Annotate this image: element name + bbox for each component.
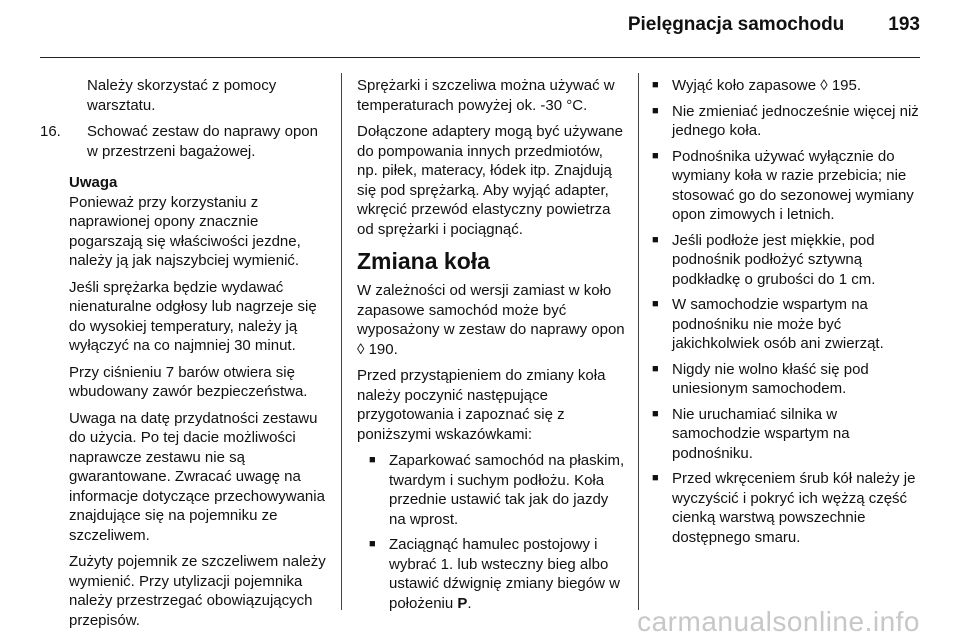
paragraph: Sprężarki i szczeliwa można używać w temperaturach powyżej ok. -30 °C. <box>357 77 615 114</box>
list-item <box>652 76 924 96</box>
list-item-text <box>389 535 627 613</box>
note-paragraph: Zużyty pojemnik ze szczeliwem należy wymienić. Przy utylizacji pojemnika należy przestrzegać obowiązujących przepisów. <box>69 553 326 629</box>
list-item <box>652 295 924 354</box>
bullet-icon: ■ <box>652 407 659 420</box>
column-1 <box>40 76 330 637</box>
list-item-text: Jeśli podłoże jest miękkie, pod podnośnik podłożyć sztywną podkładkę o grubości do 1 cm. <box>672 231 876 288</box>
paragraph: Przed przystąpieniem do zmiany koła należy poczynić następujące przygotowania i zapoznać się z poniższymi wskazówkami: <box>357 367 606 443</box>
list-item <box>652 102 924 141</box>
bullet-icon: ■ <box>652 149 659 162</box>
list-item-text: Wyjąć koło zapasowe ◊ 195. <box>672 77 862 94</box>
note-paragraph: Przy ciśnieniu 7 barów otwiera się wbudowany zawór bezpieczeństwa. <box>69 363 308 400</box>
page-header <box>628 14 920 36</box>
list-item <box>357 451 627 529</box>
list-item <box>652 405 924 464</box>
section-heading: Zmiana koła <box>357 248 490 274</box>
step-text: Schować zestaw do naprawy opon w przestrzeni bagażowej. <box>87 123 318 160</box>
note-paragraph: Uwaga na datę przydatności zestawu do użycia. Po tej dacie możliwości naprawcze zestawu nie są gwarantowane. Zwracać uwagę na informacje dotyczące przechowywania znajdujące się na pojemniku ze szczeliwem. <box>69 409 325 544</box>
column-divider <box>341 73 342 610</box>
list-item-text: Nie zmieniać jednocześnie więcej niż jednego koła. <box>672 102 919 139</box>
step-number: 16. <box>40 123 61 140</box>
bullet-icon: ■ <box>652 79 659 91</box>
header-rule <box>40 57 920 58</box>
list-item-text: W samochodzie wspartym na podnośniku nie może być jakichkolwiek osób ani zwierząt. <box>672 296 884 352</box>
paragraph: Dołączone adaptery mogą być używane do pompowania innych przedmiotów, np. piłek, materacy, łódek itp. Znajdują się pod sprężarką. Aby wyjąć adapter, wkręcić przewód elastyczny powietrza od sprężarki i pociągnąć. <box>357 123 623 238</box>
bullet-icon: ■ <box>652 362 659 375</box>
page-number: 193 <box>888 14 920 35</box>
gear-position-label: P <box>457 594 468 612</box>
bullet-icon: ■ <box>652 298 659 310</box>
bullet-icon: ■ <box>369 454 376 466</box>
list-item <box>652 231 924 290</box>
bullet-icon: ■ <box>652 472 659 484</box>
list-item <box>652 469 924 547</box>
note-block <box>40 173 330 630</box>
list-item-text-end: . <box>467 594 472 612</box>
watermark: carmanualsonline.info <box>637 606 920 637</box>
list-item-text-main: Zaciągnąć hamulec postojowy i wybrać 1. lub wsteczny bieg albo ustawić dźwignię zmiany biegów w położeniu <box>389 536 620 612</box>
list-item <box>652 147 924 225</box>
numbered-step-16 <box>40 122 330 161</box>
note-paragraph: Ponieważ przy korzystaniu z naprawionej opony znacznie pogarszają się właściwości jezdne, należy ją jak najszybciej wymienić. <box>69 193 301 269</box>
bullet-icon: ■ <box>652 233 659 246</box>
list-item-text: Nie uruchamiać silnika w samochodzie wspartym na podnośniku. <box>672 405 850 462</box>
note-label: Uwaga <box>69 174 118 191</box>
note-paragraph: Jeśli sprężarka będzie wydawać nienaturalne odgłosy lub nagrzeje się do wysokiej temperatury, należy ją wyłączyć na co najmniej 30 minut. <box>69 278 317 354</box>
list-item-text: Przed wkręceniem śrub kół należy je wyczyścić i pokryć ich wężzą część cienką warstwą powszechnie dostępnego smaru. <box>672 470 916 546</box>
list-item-text: Podnośnika używać wyłącznie do wymiany koła w razie przebicia; nie stosować go do sezonowej wymiany opon zimowych i letnich. <box>672 147 914 223</box>
column-2 <box>357 76 627 619</box>
list-item <box>357 535 627 613</box>
list-item-text: Nigdy nie wolno kłaść się pod uniesionym samochodem. <box>672 360 869 397</box>
list-item <box>652 360 924 399</box>
bullet-list <box>652 76 924 547</box>
paragraph: W zależności od wersji zamiast w koło zapasowe samochód może być wyposażony w zestaw do naprawy opon ◊ 190. <box>357 282 625 358</box>
list-item-text: Zaparkować samochód na płaskim, twardym i suchym podłożu. Koła przednie ustawić tak jak do jazdy na wprost. <box>389 452 625 528</box>
bullet-icon: ■ <box>369 538 376 550</box>
page-title: Pielęgnacja samochodu <box>627 14 845 35</box>
paragraph: Należy skorzystać z pomocy warsztatu. <box>87 77 277 114</box>
column-3 <box>652 76 924 553</box>
bullet-icon: ■ <box>652 104 659 117</box>
column-divider <box>638 73 639 610</box>
